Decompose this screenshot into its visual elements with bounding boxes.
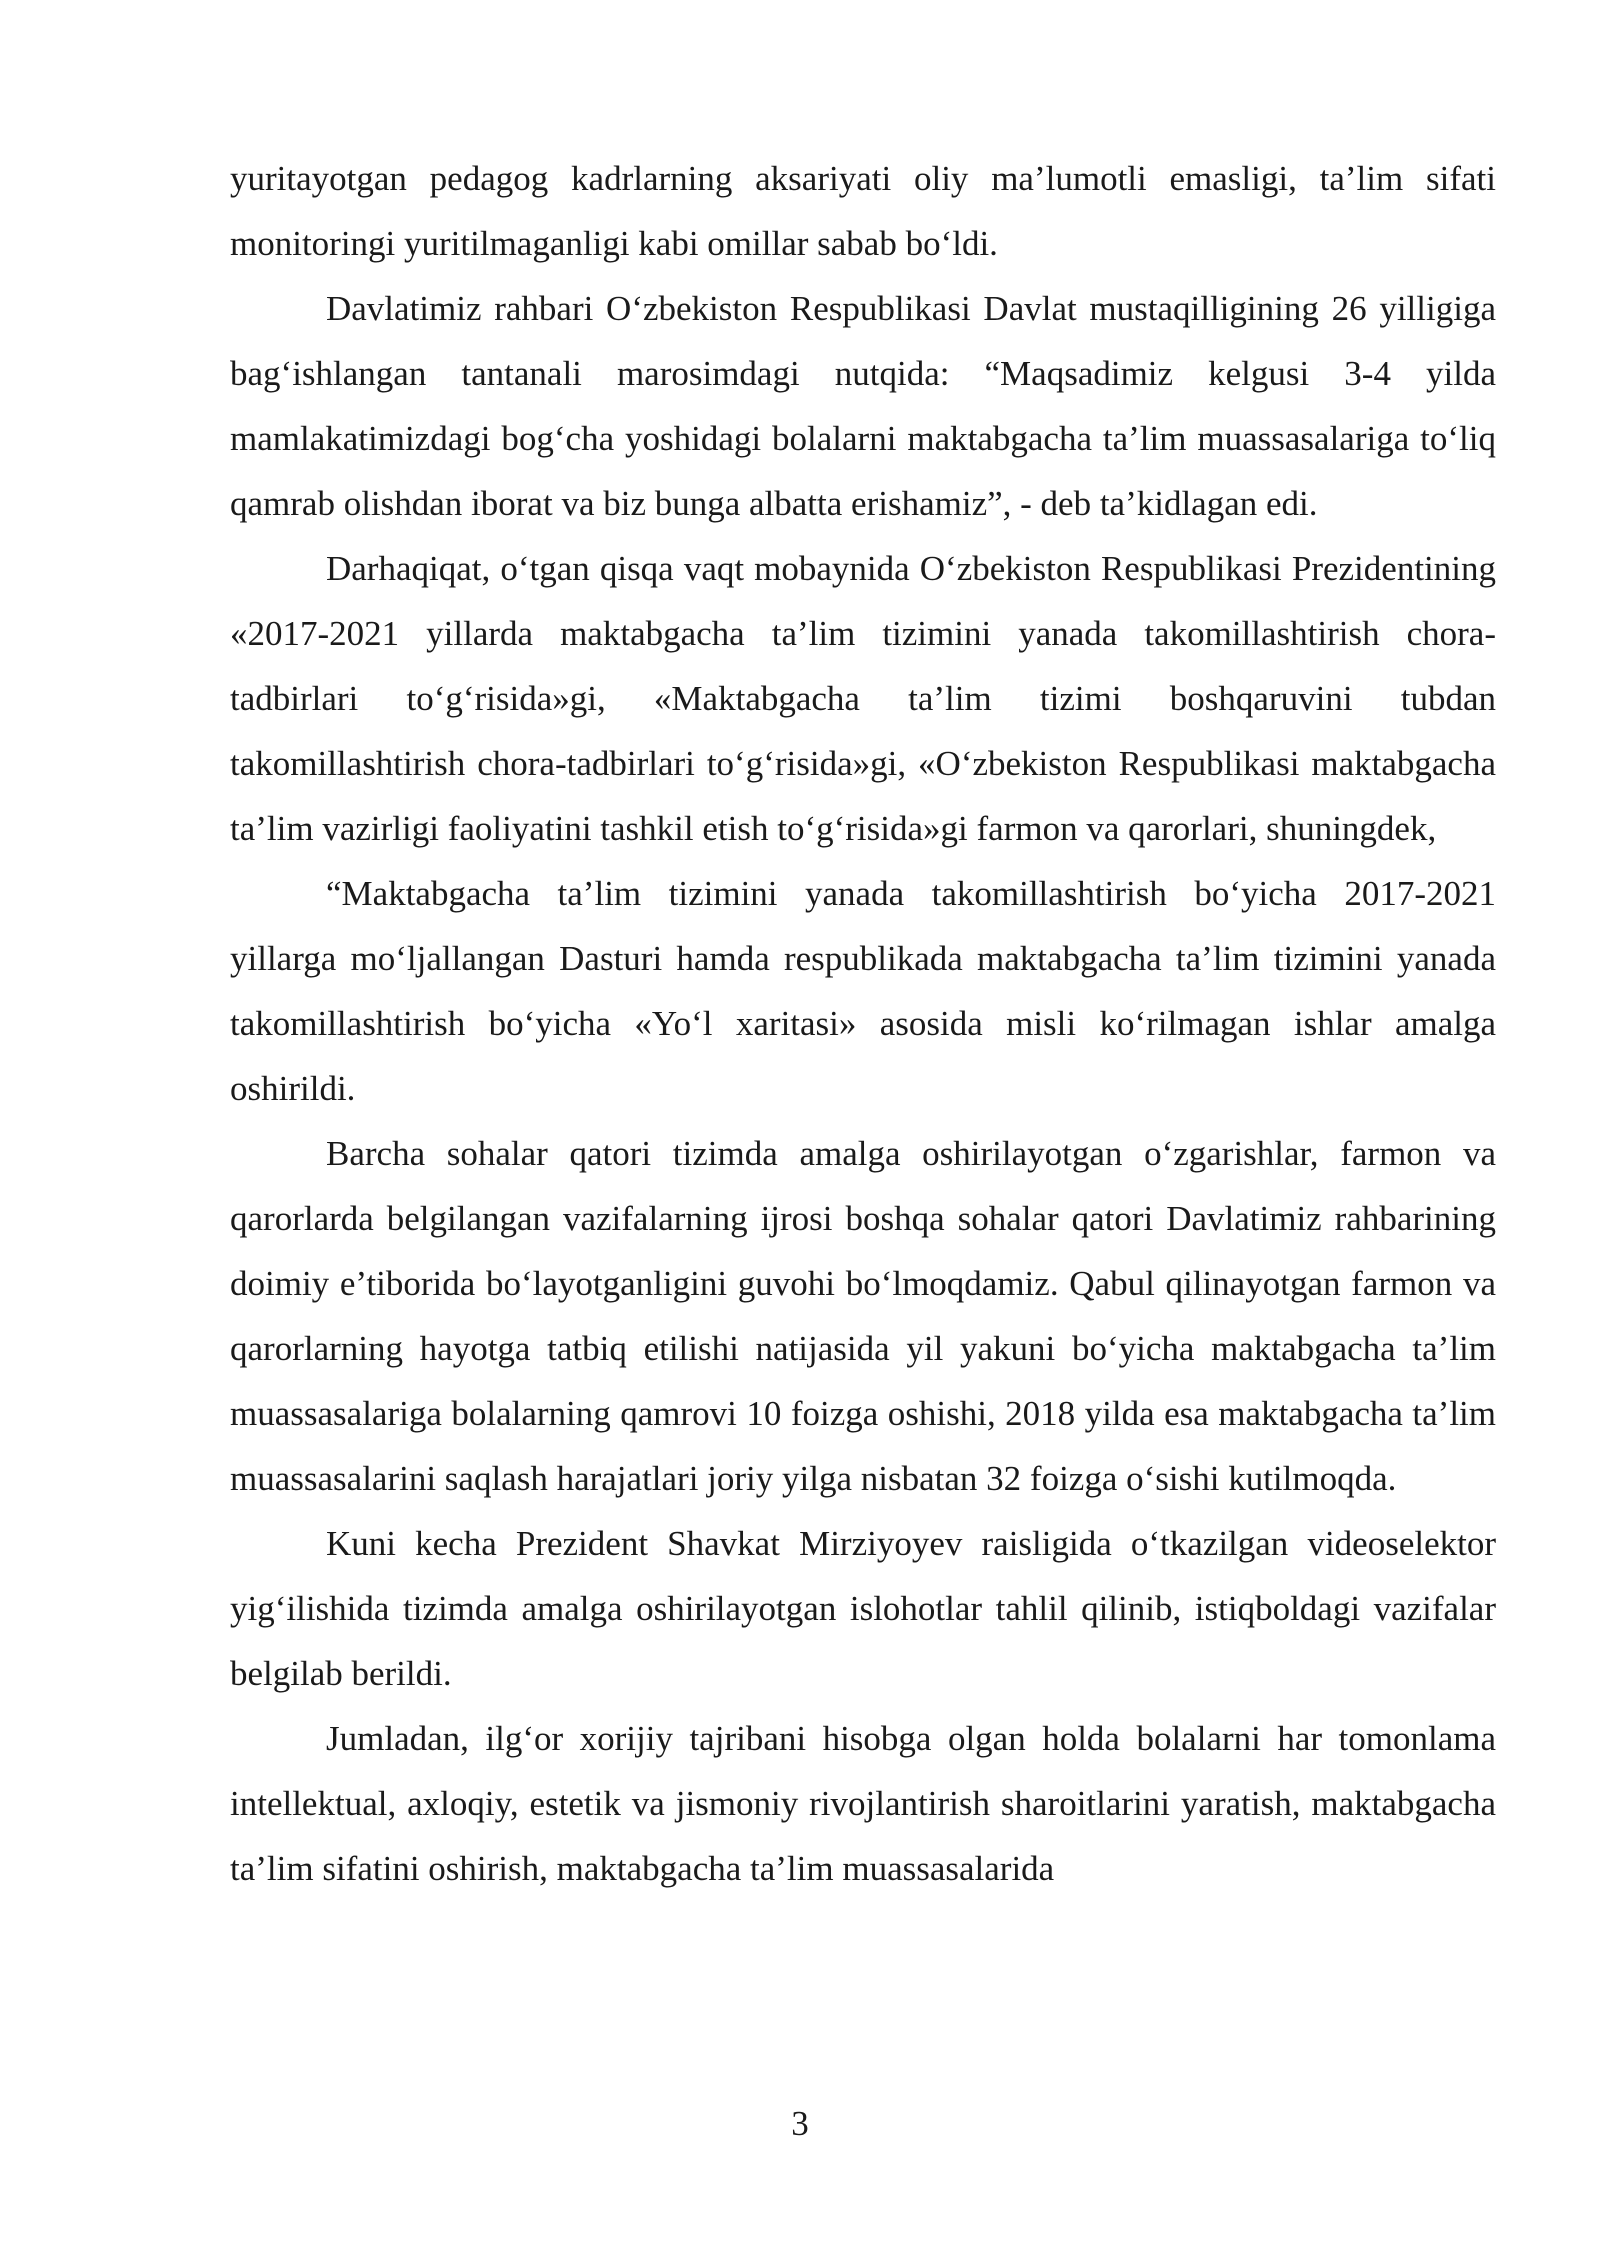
paragraph-3: Darhaqiqat, o‘tgan qisqa vaqt mobaynida O‘zbekiston Respublikasi Prezidentining «2017-2021 yillarda maktabgacha ta’lim tizimini yanada takomillashtirish chora-tadbirlari to‘g‘risida»gi, «Maktabgacha ta’lim tizimi boshqaruvini tubdan takomillashtirish chora-tadbirlari to‘g‘risida»gi, «O‘zbekiston Respublikasi maktabgacha ta’lim vazirligi faoliyatini tashkil etish to‘g‘risida»gi farmon va qarorlari, shuningdek, [230, 549, 1496, 848]
paragraph-6: Kuni kecha Prezident Shavkat Mirziyoyev raisligida o‘tkazilgan videoselektor yig‘ilishida tizimda amalga oshirilayotgan islohotlar tahlil qilinib, istiqboldagi vazifalar belgilab berildi. [230, 1524, 1496, 1693]
body-text [230, 146, 1496, 1901]
paragraph-7: Jumladan, ilg‘or xorijiy tajribani hisobga olgan holda bolalarni har tomonlama intellektual, axloqiy, estetik va jismoniy rivojlantirish sharoitlarini yaratish, maktabgacha ta’lim sifatini oshirish, maktabgacha ta’lim muassasalarida [230, 1719, 1496, 1888]
page-number: 3 [791, 2104, 809, 2143]
paragraph-5: Barcha sohalar qatori tizimda amalga oshirilayotgan o‘zgarishlar, farmon va qarorlarda belgilangan vazifalarning ijrosi boshqa sohalar qatori Davlatimiz rahbarining doimiy e’tiborida bo‘layotganligini guvohi bo‘lmoqdamiz. Qabul qilinayotgan farmon va qarorlarning hayotga tatbiq etilishi natijasida yil yakuni bo‘yicha maktabgacha ta’lim muassasalariga bolalarning qamrovi 10 foizga oshishi, 2018 yilda esa maktabgacha ta’lim muassasalarini saqlash harajatlari joriy yilga nisbatan 32 foizga o‘sishi kutilmoqda. [230, 1134, 1496, 1498]
paragraph-4: “Maktabgacha ta’lim tizimini yanada takomillashtirish bo‘yicha 2017-2021 yillarga mo‘ljallangan Dasturi hamda respublikada maktabgacha ta’lim tizimini yanada takomillashtirish bo‘yicha «Yo‘l xaritasi» asosida misli ko‘rilmagan ishlar amalga oshirildi. [230, 874, 1496, 1108]
paragraph-2: Davlatimiz rahbari O‘zbekiston Respublikasi Davlat mustaqilligining 26 yilligiga bag‘ishlangan tantanali marosimdagi nutqida: “Maqsadimiz kelgusi 3-4 yilda mamlakatimizdagi bog‘cha yoshidagi bolalarni maktabgacha ta’lim muassasalariga to‘liq qamrab olishdan iborat va biz bunga albatta erishamiz”, - deb ta’kidlagan edi. [230, 289, 1496, 523]
paragraph-1: yuritayotgan pedagog kadrlarning aksariyati oliy ma’lumotli emasligi, ta’lim sifati monitoringi yuritilmaganligi kabi omillar sabab bo‘ldi. [230, 159, 1496, 263]
